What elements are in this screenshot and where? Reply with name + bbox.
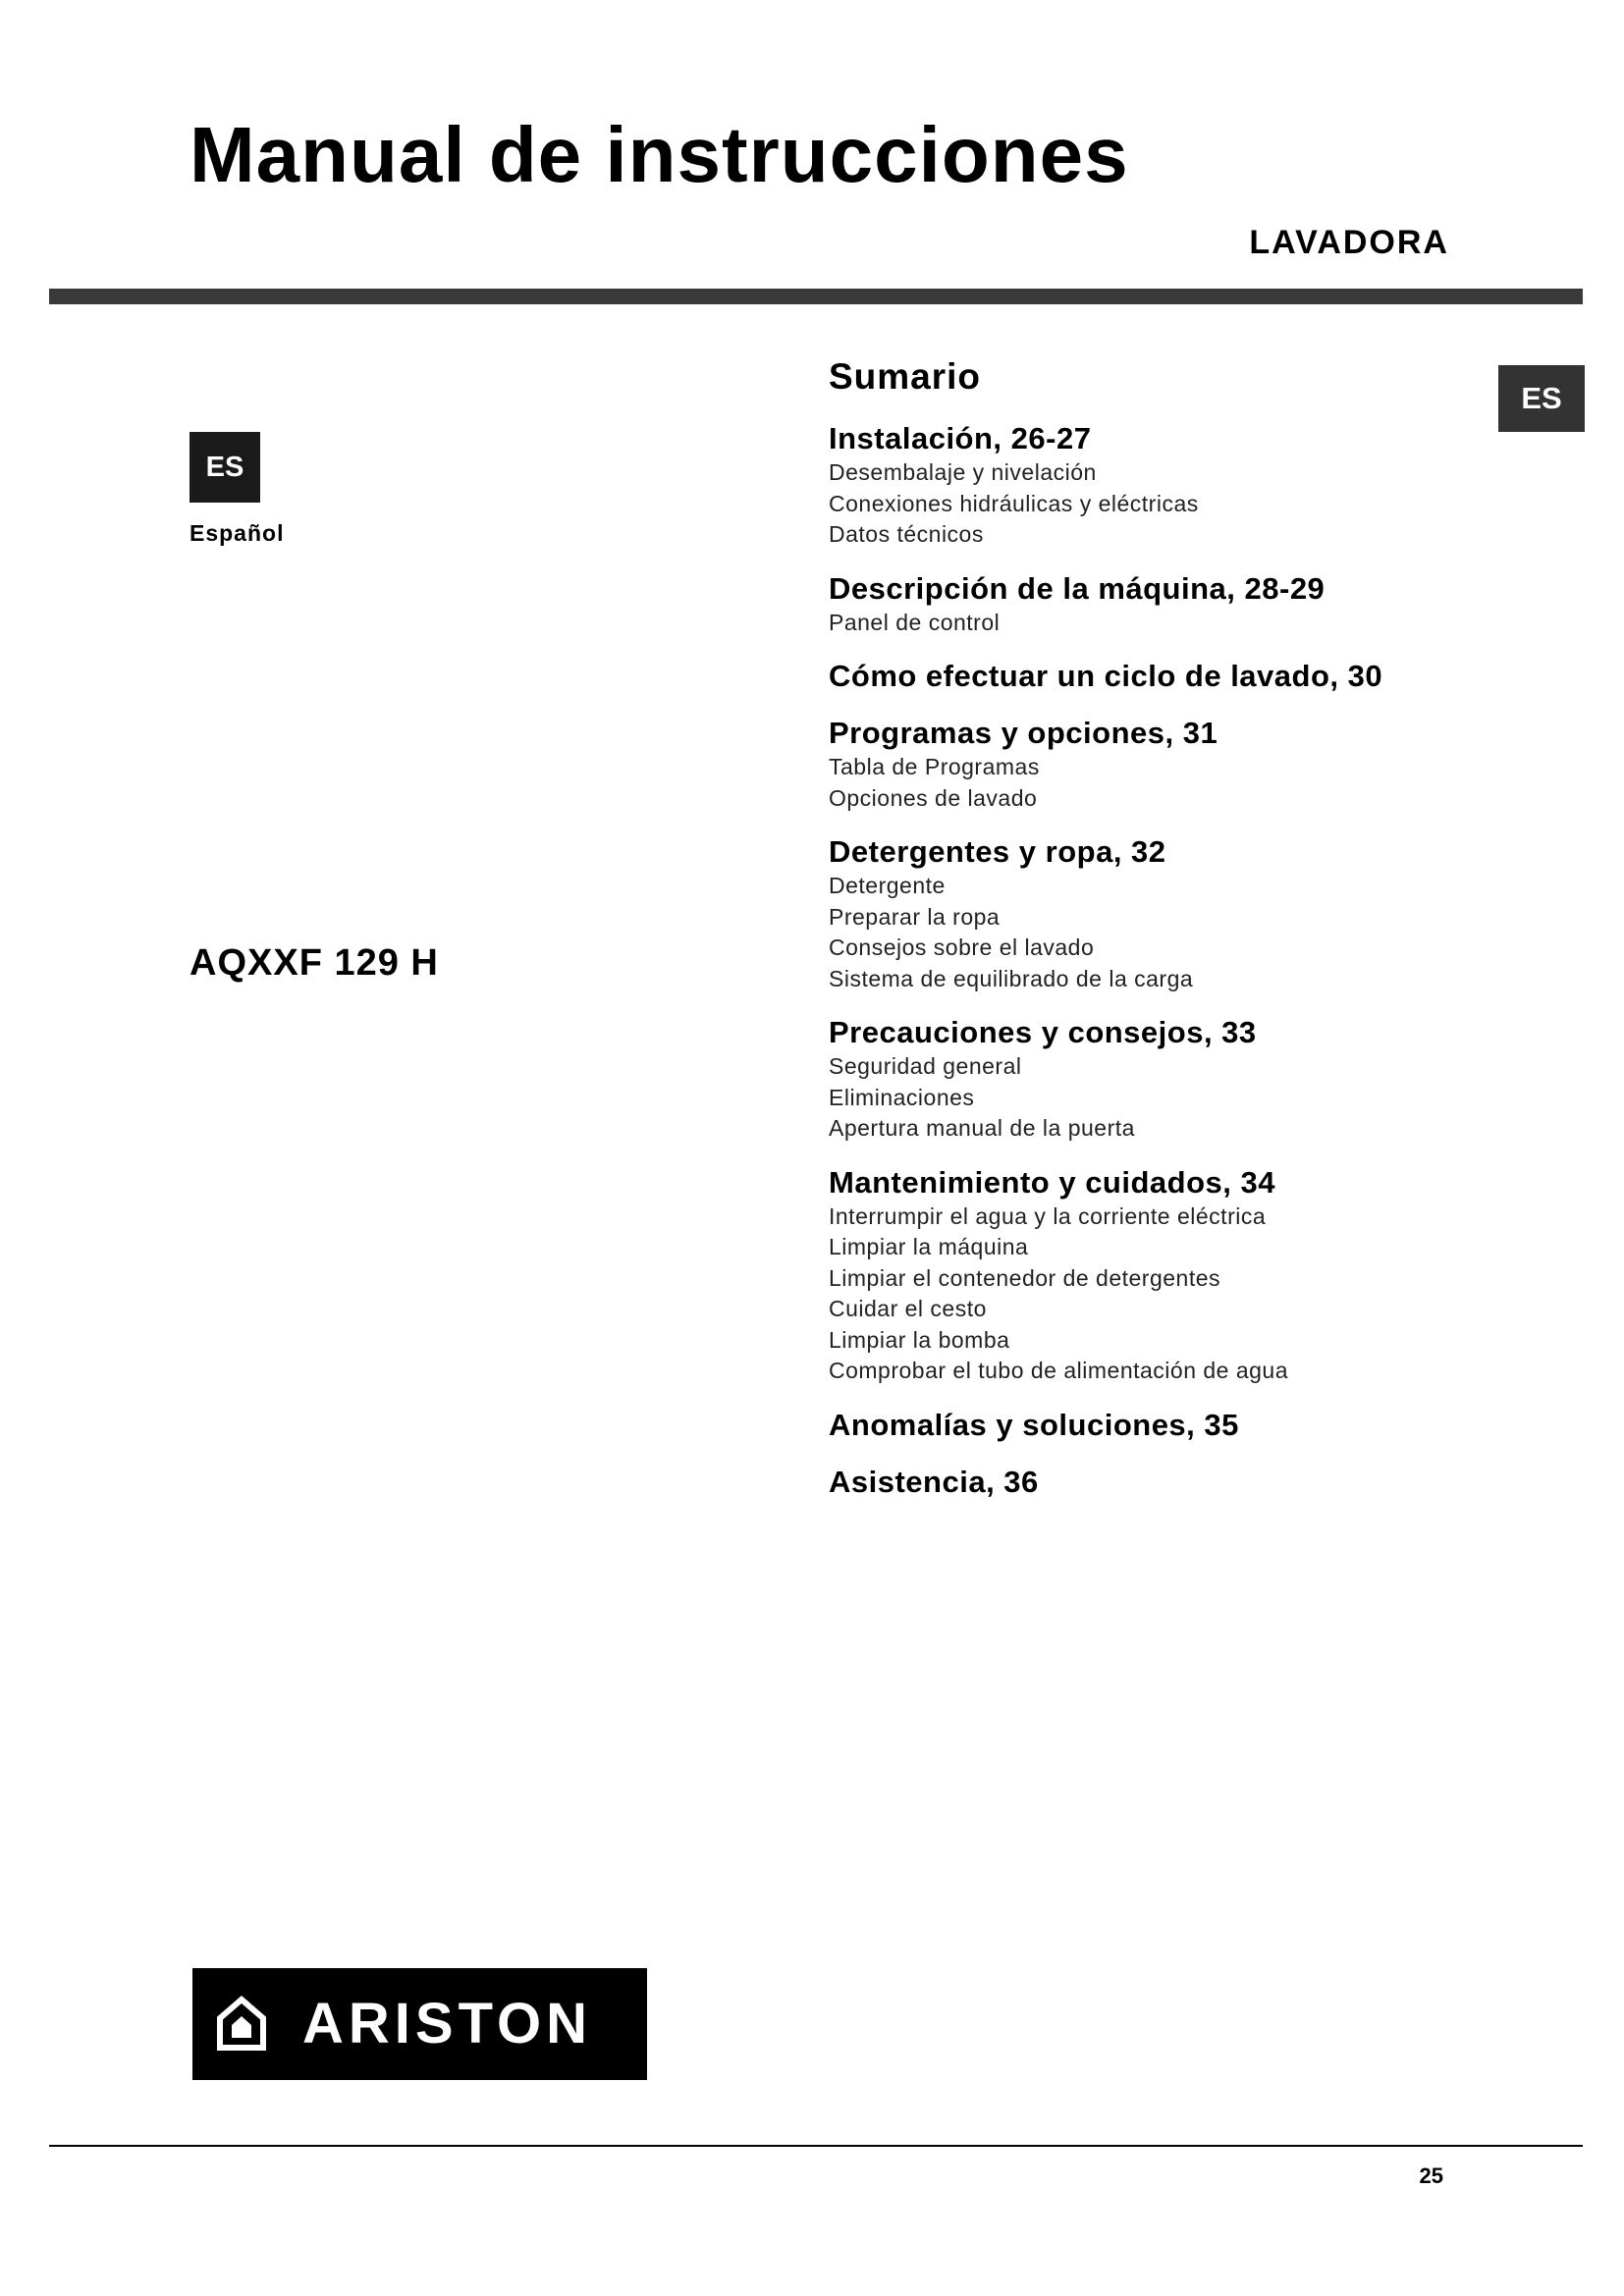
toc-section-title: Mantenimiento y cuidados, 34: [829, 1164, 1275, 1200]
toc-subsection-item: Comprobar el tubo de alimentación de agua: [829, 1358, 1289, 1383]
brand-logo: [192, 1968, 647, 2080]
toc-section: [829, 715, 1477, 814]
house-logo-icon: [214, 1995, 269, 2054]
toc-section: [829, 1164, 1477, 1387]
toc-section-title: Cómo efectuar un ciclo de lavado, 30: [829, 659, 1383, 693]
toc-section: [829, 658, 1477, 695]
model-number: AQXXF 129 H: [189, 942, 439, 984]
toc-sections: [829, 420, 1477, 1501]
toc-subsection-item: Apertura manual de la puerta: [829, 1115, 1135, 1141]
toc-subsection-item: Opciones de lavado: [829, 784, 1038, 811]
toc-section-title: Anomalías y soluciones, 35: [829, 1407, 1239, 1442]
toc-section-title: Descripción de la máquina, 28-29: [829, 570, 1326, 606]
language-tab: ES: [1498, 365, 1585, 432]
toc-section: [829, 1014, 1477, 1145]
brand-name: ARISTON: [302, 1992, 592, 2056]
toc-subsection-item: Tabla de Programas: [829, 754, 1040, 779]
footer-divider: [49, 2145, 1583, 2147]
toc-section: [829, 420, 1477, 551]
toc-subsection-item: Panel de control: [829, 609, 1001, 635]
toc-subsection-item: Desembalaje y nivelación: [829, 459, 1097, 485]
toc-subsection-item: Sistema de equilibrado de la carga: [829, 965, 1194, 991]
toc-section-title: Precauciones y consejos, 33: [829, 1015, 1257, 1049]
toc-section-title: Detergentes y ropa, 32: [829, 834, 1166, 869]
toc-subsection-item: Limpiar la bomba: [829, 1326, 1010, 1353]
toc-section-title: Programas y opciones, 31: [829, 716, 1218, 750]
toc-section: [829, 1464, 1477, 1501]
toc-section: [829, 833, 1477, 994]
toc-subsection-item: Datos técnicos: [829, 521, 984, 547]
toc-subsection-item: Cuidar el cesto: [829, 1296, 987, 1321]
header-divider: [49, 289, 1583, 304]
language-badge: ES: [189, 432, 260, 503]
toc-subsection-item: Seguridad general: [829, 1053, 1022, 1079]
toc-section-title: Asistencia, 36: [829, 1464, 1039, 1499]
toc-subsection-item: Interrumpir el agua y la corriente eléctrica: [829, 1202, 1267, 1229]
toc-subsection-item: Limpiar la máquina: [829, 1234, 1029, 1259]
toc-section: [829, 1407, 1477, 1444]
toc-subsection-item: Conexiones hidráulicas y eléctricas: [829, 490, 1199, 516]
toc-subsection-item: Eliminaciones: [829, 1084, 975, 1110]
page-number: 25: [1419, 2163, 1443, 2188]
toc-subsection-item: Consejos sobre el lavado: [829, 934, 1095, 960]
toc-subsection-item: Limpiar el contenedor de detergentes: [829, 1264, 1221, 1291]
toc-section-title: Instalación, 26-27: [829, 421, 1092, 455]
toc-subsection-item: Preparar la ropa: [829, 903, 1001, 930]
toc-heading: Sumario: [829, 356, 982, 397]
product-type: LAVADORA: [1249, 224, 1449, 261]
page-title: Manual de instrucciones: [189, 111, 1129, 198]
toc-section: [829, 570, 1477, 639]
toc-subsection-item: Detergente: [829, 873, 946, 898]
table-of-contents: [829, 355, 1477, 1521]
language-label: Español: [189, 520, 285, 546]
